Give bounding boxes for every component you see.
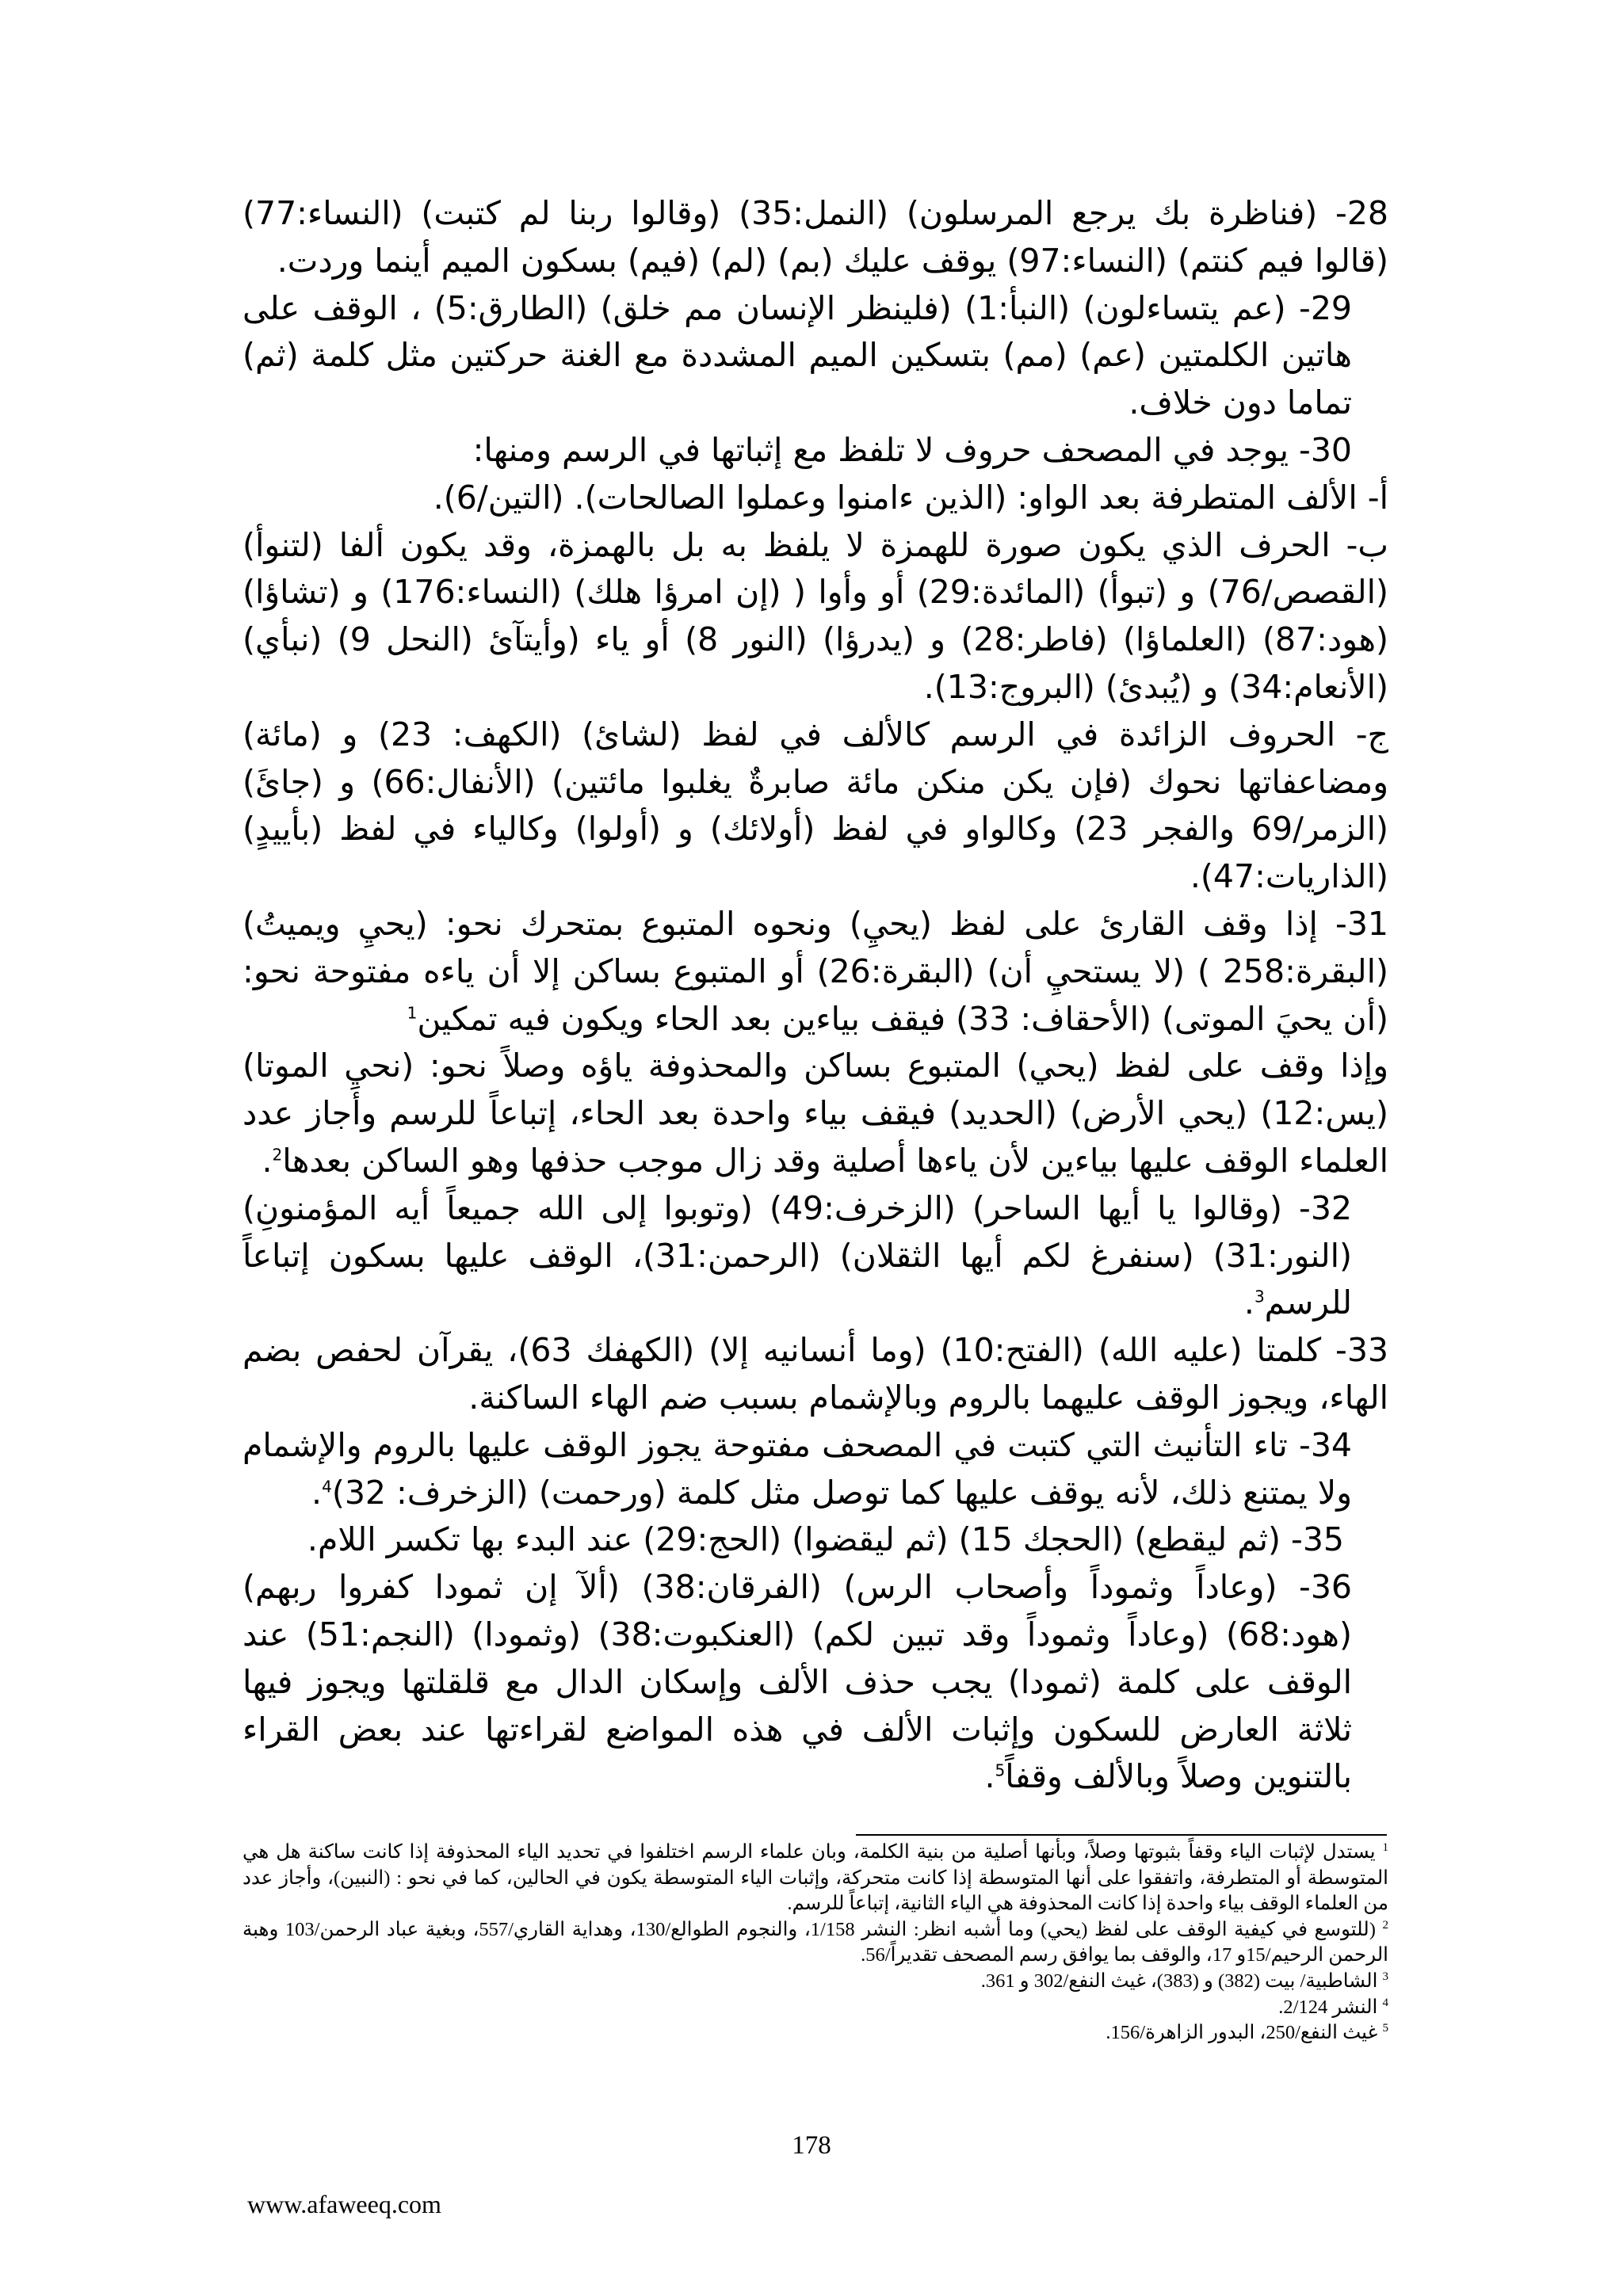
main-text bbox=[242, 190, 1388, 1801]
footnote-4: $^4$ النشر 2/124. bbox=[1278, 1996, 1388, 2018]
footnote-2: $^2$ (للتوسع في كيفية الوقف على لفظ (يحي) وما أشبه انظر: النشر 1/158، والنجوم الطوالع/130، وهداية القاري/557، وبغية عباد الرحمن/103 وهبة الرحمن الرحيم/15و 17، والوقف بما يوافق رسم المصحف تقديراً/56. bbox=[242, 1918, 1388, 1966]
page-number: 178 bbox=[792, 2131, 831, 2160]
paragraph-36: 36- (وعاداً وثموداً وأصحاب الرس) (الفرقان:38) (ألآ إن ثمودا كفروا ربهم) (هود:68) (وعاداً وثموداً وقد تبين لكم) (العنكبوت:38) (وثمودا) (النجم:51) عند الوقف على كلمة (ثمودا) يجب حذف الألف وإسكان الدال مع قلقلتها ويجوز فيها ثلاثة العارض للسكون وإثبات الألف في هذه المواضع لقراءتها عند بعض القراء بالتنوين وصلاً وبالألف وقفاً$^5$. bbox=[242, 1568, 1352, 1796]
footnote-1: $^1$ يستدل لإثبات الياء وقفاً بثبوتها وصلاً، وبأنها أصلية من بنية الكلمة، وبان علماء الرسم اختلفوا في تحديد الياء المحذوفة إذا كانت ساكنة هل هي المتوسطة أو المتطرفة، واتفقوا على أنها المتوسطة إذا كانت متحركة، وإثبات الياء المتوسطة يكون في الحالين، كما في نحو : (النبين)، وأجاز عدد من العلماء الوقف بياء واحدة إذا كانت المحذوفة هي الياء الثانية، إتباعاً للرسم. bbox=[242, 1840, 1389, 1915]
paragraph-28: 28- (فناظرة بك يرجع المرسلون) (النمل:35) (وقالوا ربنا لم كتبت) (النساء:77) (قالوا فيم كنتم) (النساء:97) يوقف عليك (بم) (لم) (فيم) بسكون الميم أينما وردت. bbox=[242, 194, 1388, 280]
paragraph-30-b: ب- الحرف الذي يكون صورة للهمزة لا يلفظ به بل بالهمزة، وقد يكون ألفا (لتنوأ) (القصص/76) و (تبوأ) (المائدة:29) أو وأوا ( (إن امرؤا هلك) (النساء:176) و (تشاؤا) (هود:87) (العلماؤا) (فاطر:28) و (يدرؤا) (النور 8) أو ياء (وأيتآئ (النحل 9) (نبأي) (الأنعام:34) و (يُبدئ) (البروج:13). bbox=[242, 525, 1389, 706]
paragraph-30: 30- يوجد في المصحف حروف لا تلفظ مع إثباتها في الرسم ومنها: bbox=[472, 430, 1352, 469]
paragraph-31-continued: وإذا وقف على لفظ (يحي) المتبوع بساكن والمحذوفة ياؤه وصلاً نحو: (نحيِ الموتا) (يس:12) (يحي الأرض) (الحديد) فيقف بياء واحدة بعد الحاء، إتباعاً للرسم وأجاز عدد العلماء الوقف عليها بياءين لأن ياءها أصلية وقد زال موجب حذفها وهو الساكن بعدها$^2$. bbox=[242, 1047, 1388, 1180]
paragraph-30-c: ج- الحروف الزائدة في الرسم كالألف في لفظ (لشائ) (الكهف: 23) و (مائة) ومضاعفاتها نحوك (فإن يكن منكن مائة صابرةٌ يغلبوا مائتين) (الأنفال:66) و (جائَ) (الزمر/69 والفجر 23) وكالواو في لفظ (أولائك) و (أولوا) وكالياء في لفظ (بأييدٍ) (الذاريات:47). bbox=[242, 715, 1389, 896]
paragraph-31: 31- إذا وقف القارئ على لفظ (يحيِ) ونحوه المتبوع بمتحرك نحو: (يحيِ ويميتُ) (البقرة:258 ) (لا يستحيِ أن) (البقرة:26) أو المتبوع بساكن إلا أن ياءه مفتوحة نحو: (أن يحيَ الموتى) (الأحقاف: 33) فيقف بياءين بعد الحاء ويكون فيه تمكين$^1$ bbox=[242, 904, 1388, 1038]
paragraph-34: 34- تاء التأنيث التي كتبت في المصحف مفتوحة يجوز الوقف عليها بالروم والإشمام ولا يمتنع ذلك، لأنه يوقف عليها كما توصل مثل كلمة (ورحمت) (الزخرف: 32)$^4$. bbox=[242, 1425, 1352, 1512]
paragraph-29: 29- (عم يتساءلون) (النبأ:1) (فلينظر الإنسان مم خلق) (الطارق:5) ، الوقف على هاتين الكلمتين (عم) (مم) بتسكين الميم المشددة مع الغنة حركتين مثل كلمة (ثم) تماما دون خلاف. bbox=[242, 288, 1352, 422]
footnote-ref-1: 1 bbox=[407, 1002, 418, 1022]
footnote-ref-5: 5 bbox=[995, 1760, 1006, 1780]
footnote-separator bbox=[856, 1834, 1387, 1836]
footnote-ref-3: 3 bbox=[1254, 1287, 1265, 1306]
footnote-5: $^5$ غيث النفع/250، البدور الزاهرة/156. bbox=[1106, 2022, 1388, 2044]
footnote-ref-4: 4 bbox=[322, 1476, 332, 1496]
footnote-ref-2: 2 bbox=[272, 1145, 283, 1165]
site-url: www.afaweeq.com bbox=[247, 2190, 441, 2218]
footnotes bbox=[242, 1840, 1388, 2046]
paragraph-35: 35- (ثم ليقطع) (الحجك 15) (ثم ليقضوا) (الحج:29) عند البدء بها تكسر اللام. bbox=[307, 1520, 1344, 1559]
paragraph-32: 32- (وقالوا يا أيها الساحر) (الزخرف:49) (وتوبوا إلى الله جميعاً أيه المؤمنونِ) (النور:31) (سنفرغ لكم أيها الثقلان) (الرحمن:31)، الوقف عليها بسكون إتباعاً للرسم$^3$. bbox=[242, 1188, 1352, 1322]
paragraph-33: 33- كلمتا (عليه الله) (الفتح:10) (وما أنسانيه إلا) (الكهفك 63)، يقرآن لحفص بضم الهاء، ويجوز الوقف عليهما بالروم وبالإشمام بسبب ضم الهاء الساكنة. bbox=[242, 1331, 1388, 1417]
footnote-3: $^3$ الشاطبية/ بيت (382) و (383)، غيث النفع/302 و 361. bbox=[980, 1970, 1388, 1992]
paragraph-30-a: أ- الألف المتطرفة بعد الواو: (الذين ءامنوا وعملوا الصالحات). (التين/6). bbox=[433, 478, 1388, 517]
